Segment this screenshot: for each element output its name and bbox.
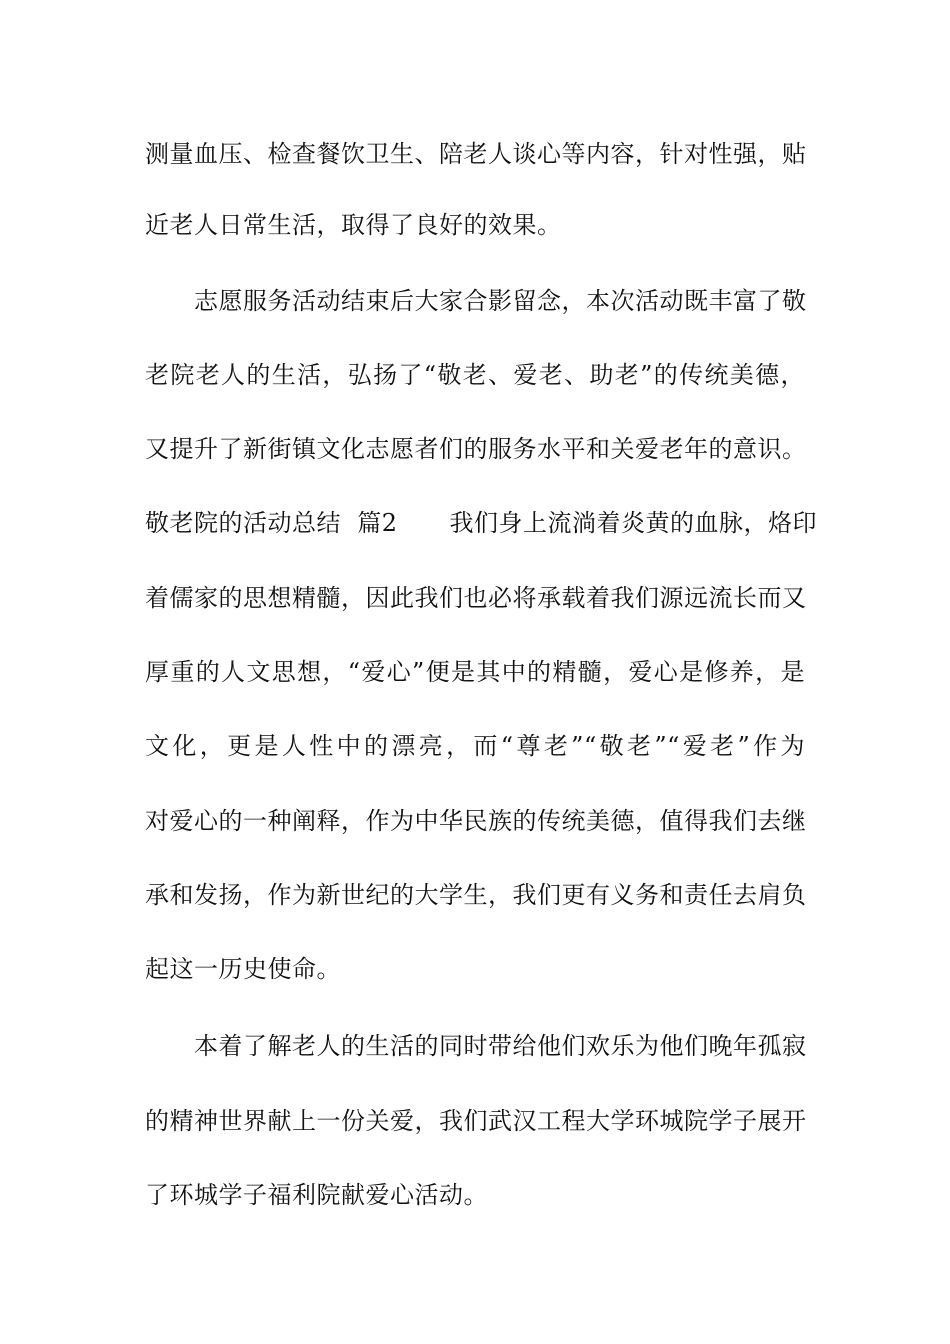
section-heading: 敬老院的活动总结 篇2	[145, 509, 398, 537]
paragraph-3-line-7: 起这一历史使命。	[145, 955, 341, 983]
paragraph-3-line-5: 对爱心的一种阐释，作为中华民族的传统美德，值得我们去继	[145, 807, 807, 835]
paragraph-2-line-3: 又提升了新街镇文化志愿者们的服务水平和关爱老年的意识。	[145, 435, 807, 463]
paragraph-3-line-3: 厚重的人文思想，“爱心”便是其中的精髓，爱心是修养，是	[145, 658, 805, 686]
paragraph-3-line-2: 着儒家的思想精髓，因此我们也必将承载着我们源远流长而又	[145, 584, 807, 612]
paragraph-3-line-1	[145, 508, 818, 538]
paragraph-4-line-1: 本着了解老人的生活的同时带给他们欢乐为他们晚年孤寂	[194, 1032, 807, 1060]
paragraph-3-line-4: 文化，更是人性中的漂亮，而“尊老”“敬老”“爱老”作为	[145, 732, 805, 760]
paragraph-3-line-6: 承和发扬，作为新世纪的大学生，我们更有义务和责任去肩负	[145, 881, 807, 909]
paragraph-4-line-2: 的精神世界献上一份关爱，我们武汉工程大学环城院学子展开	[145, 1107, 807, 1135]
paragraph-1-line-2: 近老人日常生活，取得了良好的效果。	[145, 211, 562, 239]
paragraph-3-first-text: 我们身上流淌着炎黄的血脉，烙印	[449, 509, 818, 537]
paragraph-4-line-3: 了环城学子福利院献爱心活动。	[145, 1181, 488, 1209]
paragraph-1-line-1: 测量血压、检查餐饮卫生、陪老人谈心等内容，针对性强，贴	[145, 140, 807, 168]
paragraph-2-line-1: 志愿服务活动结束后大家合影留念，本次活动既丰富了敬	[194, 287, 807, 315]
paragraph-2-line-2: 老院老人的生活，弘扬了“敬老、爱老、助老”的传统美德，	[145, 361, 805, 389]
